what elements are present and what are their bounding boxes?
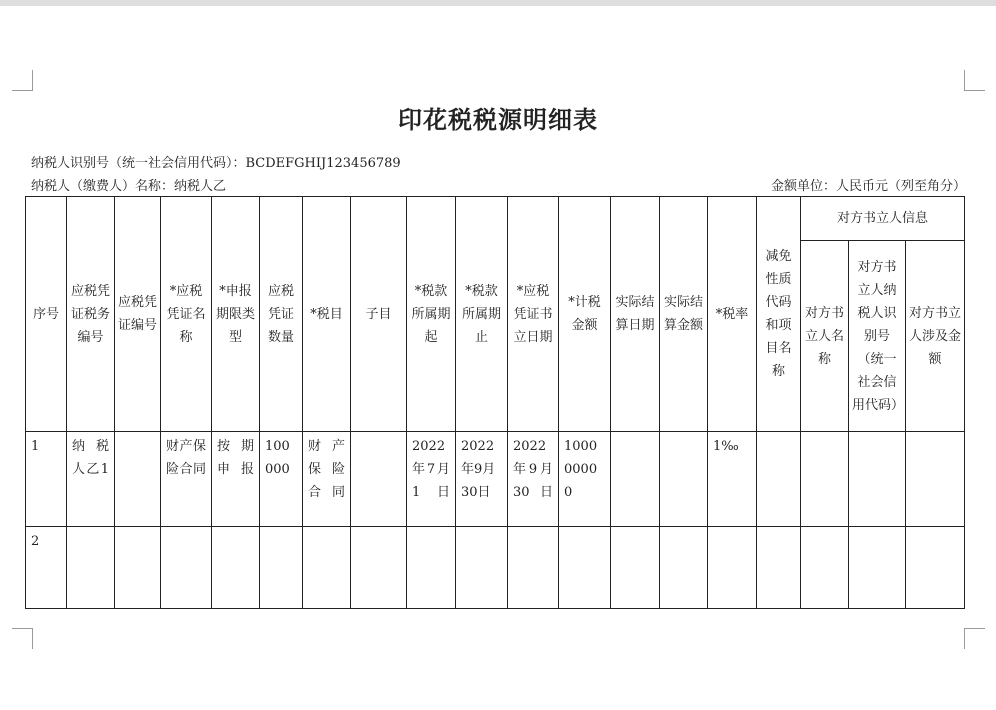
cell-period-start xyxy=(407,527,456,609)
header-tax-rate: *税率 xyxy=(708,197,757,432)
cell-cp-id xyxy=(849,432,906,527)
crop-mark-bottom-left xyxy=(12,628,33,649)
cell-cp-name xyxy=(801,527,849,609)
header-seq: 序号 xyxy=(26,197,67,432)
cell-issue-date xyxy=(508,527,559,609)
cell-period-type: 按期申报 xyxy=(212,432,260,527)
taxpayer-name-line: 纳税人（缴费人）名称：纳税人乙 xyxy=(31,179,227,194)
cell-quantity xyxy=(260,527,303,609)
cell-taxable-amount: 100000000 xyxy=(559,432,611,527)
cell-voucher-no xyxy=(115,527,161,609)
cell-issue-date: 2022年9月30日 xyxy=(508,432,559,527)
cell-voucher-name: 财产保险合同 xyxy=(161,432,212,527)
header-tax-item: *税目 xyxy=(303,197,351,432)
cell-taxable-amount xyxy=(559,527,611,609)
cell-tax-rate: 1‰ xyxy=(708,432,757,527)
header-period-type: *申报期限类型 xyxy=(212,197,260,432)
header-sub-item: 子目 xyxy=(351,197,407,432)
cell-tax-rate xyxy=(708,527,757,609)
header-period-end: *税款所属期止 xyxy=(456,197,508,432)
crop-mark-top-left xyxy=(12,70,33,91)
cell-period-end: 2022年9月30日 xyxy=(456,432,508,527)
cell-cp-amount xyxy=(906,527,965,609)
header-issue-date: *应税凭证书立日期 xyxy=(508,197,559,432)
cell-voucher-no xyxy=(115,432,161,527)
header-voucher-name: *应税凭证名称 xyxy=(161,197,212,432)
cell-voucher-name xyxy=(161,527,212,609)
cell-cp-amount xyxy=(906,432,965,527)
cell-actual-settle-date xyxy=(611,527,660,609)
header-cp-name: 对方书立人名称 xyxy=(801,241,849,432)
cell-cp-id xyxy=(849,527,906,609)
cell-voucher-tax-no: 纳税人乙1 xyxy=(67,432,115,527)
cell-actual-settle-amount xyxy=(660,432,708,527)
cell-period-end xyxy=(456,527,508,609)
cell-seq: 2 xyxy=(26,527,67,609)
cell-voucher-tax-no xyxy=(67,527,115,609)
tax-source-detail-table xyxy=(25,196,965,609)
crop-mark-top-right xyxy=(964,70,985,91)
cell-actual-settle-amount xyxy=(660,527,708,609)
cell-quantity: 100000 xyxy=(260,432,303,527)
header-row xyxy=(26,197,965,241)
header-taxable-amount: *计税金额 xyxy=(559,197,611,432)
table-row xyxy=(26,432,965,527)
cell-period-type xyxy=(212,527,260,609)
header-quantity: 应税凭证数量 xyxy=(260,197,303,432)
document-title: 印花税税源明细表 xyxy=(398,106,598,134)
cell-seq: 1 xyxy=(26,432,67,527)
crop-mark-bottom-right xyxy=(964,628,985,649)
cell-sub-item xyxy=(351,432,407,527)
header-voucher-tax-no: 应税凭证税务编号 xyxy=(67,197,115,432)
header-actual-settle-date: 实际结算日期 xyxy=(611,197,660,432)
cell-actual-settle-date xyxy=(611,432,660,527)
header-actual-settle-amount: 实际结算金额 xyxy=(660,197,708,432)
cell-tax-item: 财产保险合同 xyxy=(303,432,351,527)
taxpayer-id-line: 纳税人识别号（统一社会信用代码）：BCDEFGHIJ123456789 xyxy=(31,156,401,171)
cell-period-start: 2022年7月1日 xyxy=(407,432,456,527)
amount-unit-note: 金额单位：人民币元（列至角分） xyxy=(770,179,966,194)
header-counterparty-group: 对方书立人信息 xyxy=(801,197,965,241)
cell-relief-code xyxy=(757,527,801,609)
page-top-edge xyxy=(0,0,996,6)
cell-cp-name xyxy=(801,432,849,527)
table-row xyxy=(26,527,965,609)
header-cp-amount: 对方书立人涉及金额 xyxy=(906,241,965,432)
cell-sub-item xyxy=(351,527,407,609)
cell-tax-item xyxy=(303,527,351,609)
header-voucher-no: 应税凭证编号 xyxy=(115,197,161,432)
header-period-start: *税款所属期起 xyxy=(407,197,456,432)
header-cp-id: 对方书立人纳税人识别号（统一社会信用代码） xyxy=(849,241,906,432)
cell-relief-code xyxy=(757,432,801,527)
header-relief-code: 减免性质代码和项目名称 xyxy=(757,197,801,432)
